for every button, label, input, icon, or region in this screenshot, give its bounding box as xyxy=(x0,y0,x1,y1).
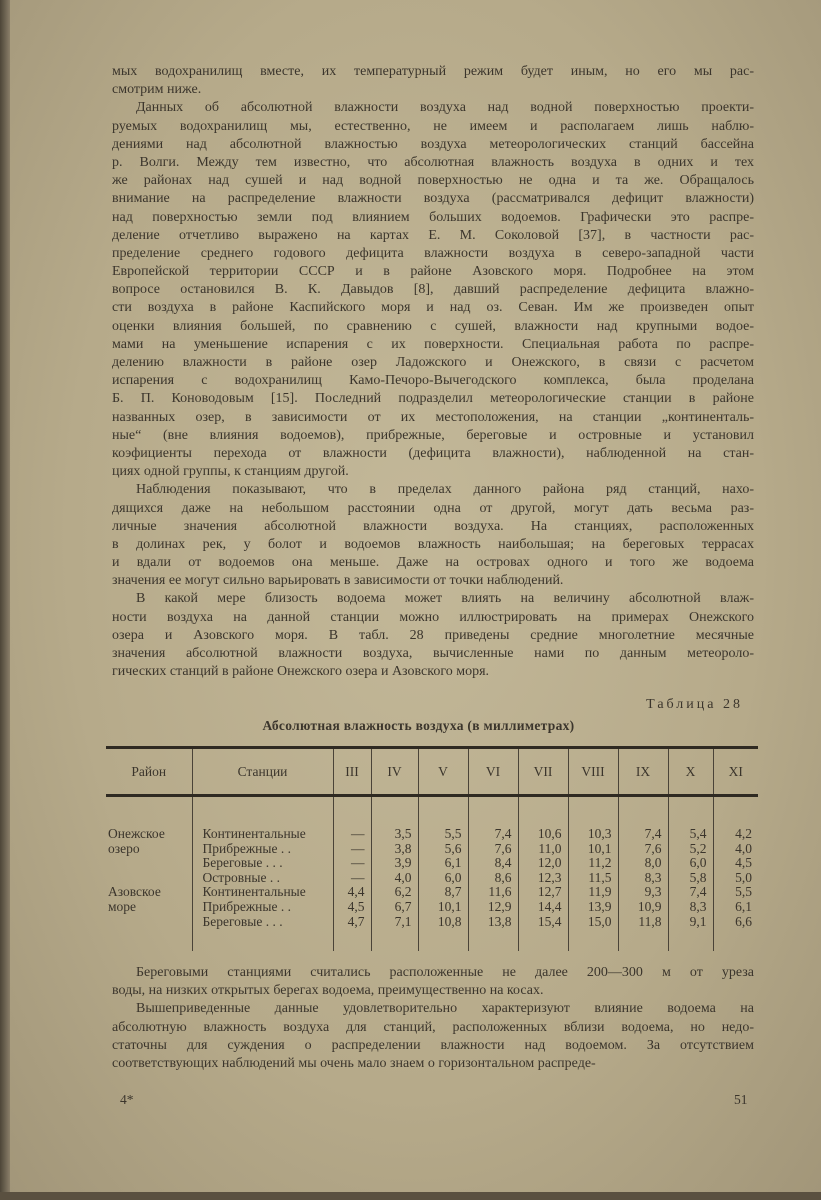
table-row xyxy=(106,827,758,842)
empty-cell xyxy=(106,796,192,828)
value-cell: 11,2 xyxy=(568,856,618,871)
text-line: р. Волги. Между тем известно, что абсолютная влажность воздуха в одних и тех xyxy=(112,154,754,170)
value-cell: 6,0 xyxy=(418,871,468,886)
empty-cell xyxy=(418,929,468,951)
text-line: и вдали от водоемов она меньше. Даже на островах одного и того же водоема xyxy=(112,555,754,571)
value-cell: 7,6 xyxy=(618,842,668,857)
value-cell: 7,4 xyxy=(668,885,713,900)
text-line: циях одной группы, к станциям другой. xyxy=(112,464,349,480)
table-caption: Таблица 28 xyxy=(646,697,743,712)
value-cell: 3,5 xyxy=(371,827,418,842)
text-line: испарения с водохранилищ Камо-Печоро-Вычегодского комплекса, была проделана xyxy=(112,373,754,389)
text-line: внимание на распределение влажности воздуха (рассматривался дефицит влажности) xyxy=(112,191,754,207)
table-row xyxy=(106,885,758,900)
value-cell: 9,3 xyxy=(618,885,668,900)
value-cell: 13,9 xyxy=(568,900,618,915)
value-cell: 8,4 xyxy=(468,856,518,871)
value-cell: 8,3 xyxy=(668,900,713,915)
value-cell: 10,1 xyxy=(418,900,468,915)
text-line: Данных об абсолютной влажности воздуха над водной поверхностью проекти- xyxy=(136,100,754,116)
value-cell: 8,0 xyxy=(618,856,668,871)
station-cell: Континентальные xyxy=(192,885,333,900)
text-line: дящихся даже на небольшом расстоянии одна от другой, могут дать весьма раз- xyxy=(112,500,754,516)
column-header: VIII xyxy=(568,748,618,796)
value-cell: 6,7 xyxy=(371,900,418,915)
text-line: делению влажности в районе озер Ладожского и Онежского, в связи с расчетом xyxy=(112,355,754,370)
value-cell: 12,0 xyxy=(518,856,568,871)
value-cell: 5,2 xyxy=(668,842,713,857)
text-line: воды, на низких открытых берегах водоема, преимущественно на косах. xyxy=(112,983,544,999)
page-bottom-edge xyxy=(0,1192,821,1200)
empty-cell xyxy=(618,796,668,828)
station-cell: Островные . . xyxy=(192,871,333,886)
text-line: мых водохранилищ вместе, их температурный режим будет иным, но его мы рас- xyxy=(112,64,754,79)
value-cell: 5,5 xyxy=(418,827,468,842)
text-line: дениями над абсолютной влажностью воздуха метеорологических станций бассейна xyxy=(112,136,754,152)
empty-cell xyxy=(713,929,758,951)
empty-cell xyxy=(371,929,418,951)
text-line: соответствующих наблюдений мы очень мало знаем о горизонтальном распреде- xyxy=(112,1055,596,1071)
value-cell: 12,9 xyxy=(468,900,518,915)
empty-cell xyxy=(518,929,568,951)
text-line: значения абсолютной влажности воздуха, вычисленные нами по данным метеороло- xyxy=(112,646,754,661)
table-row xyxy=(106,915,758,930)
text-line: В какой мере близость водоема может влиять на величину абсолютной влаж- xyxy=(136,591,754,607)
empty-cell xyxy=(668,796,713,828)
value-cell: 11,9 xyxy=(568,885,618,900)
value-cell: 10,6 xyxy=(518,827,568,842)
table-row xyxy=(106,856,758,871)
region-cell xyxy=(106,856,192,871)
column-header: VI xyxy=(468,748,518,796)
value-cell: 5,5 xyxy=(713,885,758,900)
text-line: гических станций в районе Онежского озера и Азовского моря. xyxy=(112,664,490,680)
value-cell: 9,1 xyxy=(668,915,713,930)
station-cell: Береговые . . . xyxy=(192,856,333,871)
value-cell: 4,0 xyxy=(371,871,418,886)
paragraph xyxy=(112,63,754,99)
text-line: Береговыми станциями считались расположенные не далее 200—300 м от уреза xyxy=(136,965,754,980)
column-header: IX xyxy=(618,748,668,796)
column-header: X xyxy=(668,748,713,796)
book-page xyxy=(8,0,821,1195)
column-header: IV xyxy=(371,748,418,796)
empty-cell xyxy=(106,929,192,951)
text-line: ности воздуха на данной станции можно иллюстрировать на примерах Онежского xyxy=(112,609,754,625)
value-cell: — xyxy=(333,856,371,871)
value-cell: 3,9 xyxy=(371,856,418,871)
value-cell: 6,6 xyxy=(713,915,758,930)
column-header: Станции xyxy=(192,748,333,796)
value-cell: 11,8 xyxy=(618,915,668,930)
text-line: озера и Азовского моря. В табл. 28 приведены средние многолетние месячные xyxy=(112,627,754,643)
region-cell: Онежское xyxy=(108,826,165,841)
paragraph xyxy=(112,1000,754,1073)
text-line: Европейской территории СССР и в районе Азовского моря. Подробнее на этом xyxy=(112,264,754,280)
value-cell: 10,9 xyxy=(618,900,668,915)
text-line: Вышеприведенные данные удовлетворительно характеризуют влияние водоема на xyxy=(136,1001,754,1017)
text-line: Б. П. Коноводовым [15]. Последний подразделил метеорологические станции в районе xyxy=(112,391,754,407)
table-spacer-row xyxy=(106,796,758,828)
value-cell: 12,3 xyxy=(518,871,568,886)
table-spacer-row xyxy=(106,929,758,951)
column-header: V xyxy=(418,748,468,796)
text-line: личные значения абсолютной влажности воздуха. На станциях, расположенных xyxy=(112,518,754,534)
value-cell: 4,4 xyxy=(333,885,371,900)
region-cell: море xyxy=(108,898,137,914)
value-cell: 11,5 xyxy=(568,871,618,886)
value-cell: 11,6 xyxy=(468,885,518,900)
value-cell: 7,4 xyxy=(618,827,668,842)
text-line: значения ее могут сильно варьировать в зависимости от точки наблюдений. xyxy=(112,573,564,589)
empty-cell xyxy=(333,796,371,828)
table-row xyxy=(106,842,758,857)
value-cell: 10,1 xyxy=(568,842,618,857)
value-cell: 7,6 xyxy=(468,842,518,857)
text-line: абсолютную влажность воздуха для станций, расположенных вблизи водоема, но недо- xyxy=(112,1019,754,1035)
station-cell: Береговые . . . xyxy=(192,915,333,930)
column-header: VII xyxy=(518,748,568,796)
value-cell: 4,5 xyxy=(333,900,371,915)
value-cell: 15,0 xyxy=(568,915,618,930)
value-cell: 8,7 xyxy=(418,885,468,900)
station-cell: Прибрежные . . xyxy=(192,842,333,857)
value-cell: 4,0 xyxy=(713,842,758,857)
page-edge-shadow xyxy=(0,0,10,1200)
text-line: над поверхностью земли под влиянием больших водоемов. Графически это распре- xyxy=(112,209,754,225)
text-line: названных озер, в зависимости от их местоположения, на станции „континенталь- xyxy=(112,409,754,425)
table-title: Абсолютная влажность воздуха (в миллиметрах) xyxy=(262,718,575,733)
empty-cell xyxy=(518,796,568,828)
value-cell: 5,0 xyxy=(713,871,758,886)
signature-mark: 4* xyxy=(120,1092,134,1107)
humidity-table xyxy=(106,746,758,951)
value-cell: 8,6 xyxy=(468,871,518,886)
empty-cell xyxy=(668,929,713,951)
text-line: вопросе остановился В. К. Давыдов [8], давший распределение дефицита влажно- xyxy=(112,282,754,298)
text-line: оценки влияния большей, по сравнению с сушей, влажности над крупными водое- xyxy=(112,318,754,334)
text-line: статочны для суждения о распределении влажности над водоемом. За отсутствием xyxy=(112,1037,754,1053)
empty-cell xyxy=(333,929,371,951)
empty-cell xyxy=(418,796,468,828)
value-cell: 10,3 xyxy=(568,827,618,842)
body-text-bottom xyxy=(112,964,754,1073)
empty-cell xyxy=(371,796,418,828)
text-line: коэфициенты перехода от влажности (дефицита влажности), наблюденной на стан- xyxy=(112,445,754,461)
value-cell: 13,8 xyxy=(468,915,518,930)
paragraph xyxy=(112,481,754,590)
value-cell: 5,6 xyxy=(418,842,468,857)
empty-cell xyxy=(192,929,333,951)
region-cell: озеро xyxy=(108,840,140,856)
text-line: в долинах рек, у болот и водоемов влажность наибольшая; на береговых террасах xyxy=(112,536,754,552)
value-cell: 4,7 xyxy=(333,915,371,930)
text-line: сти воздуха в районе Каспийского моря и над оз. Севан. Им же произведен опыт xyxy=(112,300,754,316)
paragraph xyxy=(112,99,754,481)
column-header: Район xyxy=(106,748,192,796)
value-cell: 6,0 xyxy=(668,856,713,871)
region-cell xyxy=(106,915,192,930)
paragraph xyxy=(112,964,754,1000)
text-line: смотрим ниже. xyxy=(112,82,202,98)
value-cell: — xyxy=(333,842,371,857)
region-cell: Азовское xyxy=(108,884,161,900)
empty-cell xyxy=(468,929,518,951)
value-cell: 6,1 xyxy=(418,856,468,871)
empty-cell xyxy=(568,796,618,828)
value-cell: 4,5 xyxy=(713,856,758,871)
column-header: III xyxy=(333,748,371,796)
value-cell: 7,1 xyxy=(371,915,418,930)
column-header: XI xyxy=(713,748,758,796)
value-cell: — xyxy=(333,827,371,842)
value-cell: 6,2 xyxy=(371,885,418,900)
empty-cell xyxy=(468,796,518,828)
paragraph xyxy=(112,590,754,681)
value-cell: 11,0 xyxy=(518,842,568,857)
value-cell: 14,4 xyxy=(518,900,568,915)
text-line: же районах над сушей и над водной поверхностью не одна и та же. Обращалось xyxy=(112,173,754,189)
region-cell xyxy=(106,871,192,886)
empty-cell xyxy=(568,929,618,951)
body-text-top xyxy=(112,63,754,681)
value-cell: 5,8 xyxy=(668,871,713,886)
page-number: 51 xyxy=(734,1092,748,1107)
text-line: ные“ (вне влияния водоемов), прибрежные, береговые и островные и установил xyxy=(112,427,754,443)
value-cell: 15,4 xyxy=(518,915,568,930)
table-row xyxy=(106,871,758,886)
text-line: пределение среднего годового дефицита влажности воздуха в северо-западной части xyxy=(112,245,754,261)
table-row xyxy=(106,900,758,915)
value-cell: 3,8 xyxy=(371,842,418,857)
value-cell: — xyxy=(333,871,371,886)
value-cell: 8,3 xyxy=(618,871,668,886)
text-line: Наблюдения показывают, что в пределах данного района ряд станций, нахо- xyxy=(136,482,754,498)
value-cell: 7,4 xyxy=(468,827,518,842)
text-line: руемых водохранилищ мы, естественно, не имеем и располагаем лишь наблю- xyxy=(112,118,754,134)
station-cell: Прибрежные . . xyxy=(192,900,333,915)
text-line: деление отчетливо выражено на картах Е. М. Соколовой [37], в частности рас- xyxy=(112,227,754,243)
value-cell: 12,7 xyxy=(518,885,568,900)
empty-cell xyxy=(192,796,333,828)
empty-cell xyxy=(713,796,758,828)
empty-cell xyxy=(618,929,668,951)
value-cell: 4,2 xyxy=(713,827,758,842)
station-cell: Континентальные xyxy=(192,827,333,842)
value-cell: 10,8 xyxy=(418,915,468,930)
text-line: мами на уменьшение испарения с их поверхности. Специальная работа по распре- xyxy=(112,336,754,352)
value-cell: 5,4 xyxy=(668,827,713,842)
value-cell: 6,1 xyxy=(713,900,758,915)
